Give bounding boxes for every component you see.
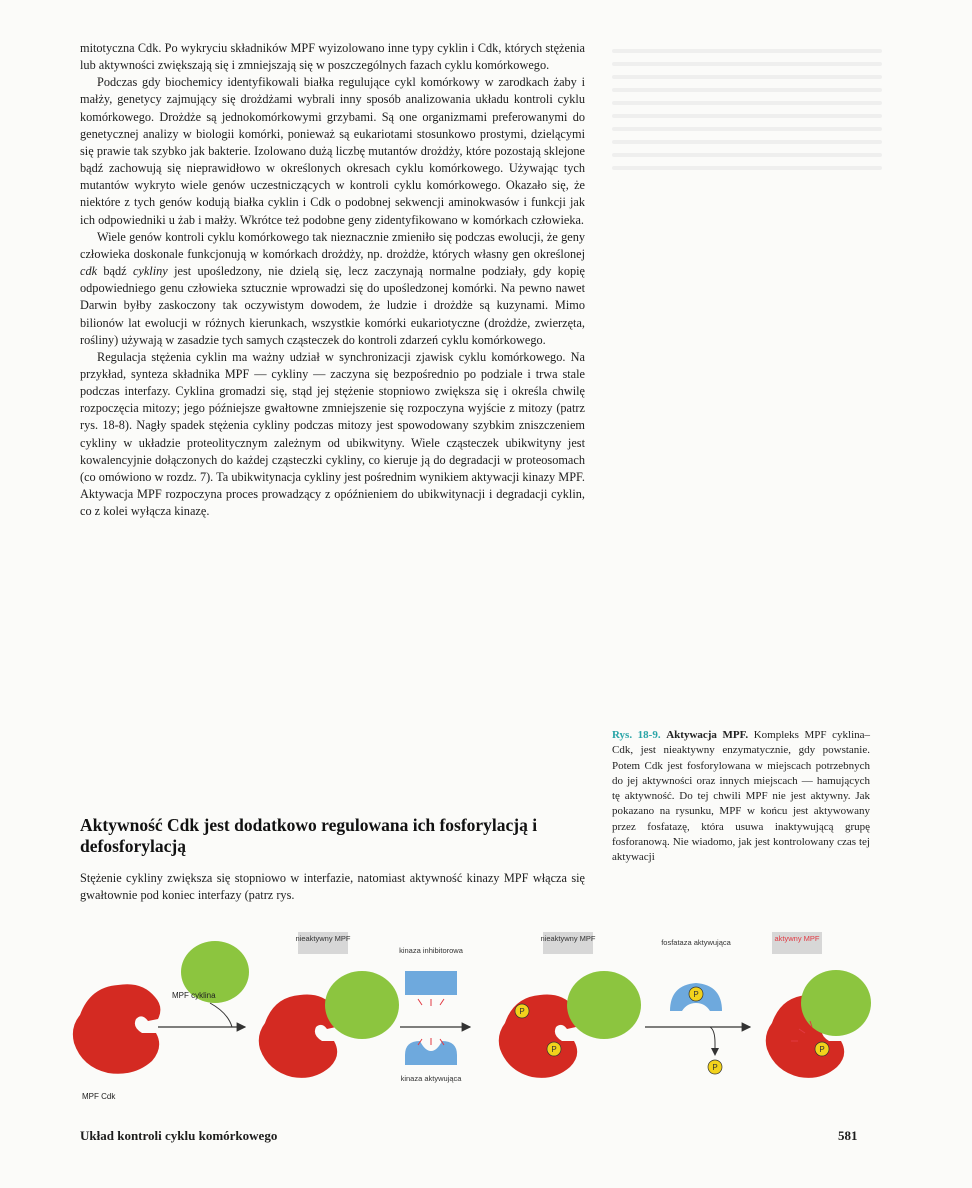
paragraph-2: Podczas gdy biochemicy identyfikowali białka regulujące cykl komórkowy w zarodkach żaby i małży, genetycy zajmujący się drożdżami wybrali inny sposób analizowania układu kontroli cyklu komórkowego. Drożdże są jednokomórkowymi grzybami. Są one organizmami preferowanymi do genetycznej analizy w biologii komórki, ponieważ są eukariotami stosunkowo prostymi, dzielącymi się prawie tak szybko jak bakterie. Izolowano dużą liczbę mutantów drożdży, które pozostają sklejone bądź zachowują się nieprawidłowo w określonych okresach cyklu komórkowego. Używając tych mutantów wykryto wiele genów uczestniczących w kontroli cyklu komórkowego. Okazało się, że niektóre z tych genów kodują białka cyklin i Cdk o podobnej sekwencji aminokwasów i funkcji jak ich odpowiedniki u żab i małży. Wkrótce też podobne geny zidentyfikowano w komórkach człowieka. [80,75,585,227]
label-mpf-cyclin: MPF cyklina [172,991,216,1000]
label-active: aktywny MPF [774,934,820,943]
cdk-shape [73,984,161,1074]
cyclin-pointer [210,1003,232,1027]
caption-number: Rys. 18-9. [612,729,661,741]
paragraph-1: mitotyczna Cdk. Po wykryciu składników MPF wyizolowano inne typy cyklin i Cdk, których stężenia lub aktywności zwiększają się i zmniejszają się w poszczególnych fazach cyklu komórkowego. [80,41,585,73]
footer-title: Układ kontroli cyklu komórkowego [80,1128,278,1143]
label-inhibitory-kinase: kinaza inhibitorowa [399,946,463,955]
gene-cykliny: cykliny [132,264,168,279]
phosphate-label-4: P [712,1063,718,1072]
phosphate-label-3: P [693,990,699,999]
inhibitory-kinase [405,971,457,995]
paragraph-3 [80,229,585,349]
label-activating-kinase: kinaza aktywująca [400,1074,462,1083]
label-mpf-cdk: MPF Cdk [82,1092,116,1101]
label-inactive-1: nieaktywny MPF [295,934,351,943]
paragraph-5: Stężenie cykliny zwiększa się stopniowo w interfazie, natomiast aktywność kinazy MPF włącza się gwałtownie pod koniec interfazy (patrz rys. [80,871,585,903]
label-phosphatase: fosfataza aktywująca [661,938,731,947]
main-text-column [80,40,585,520]
phosphate-label-5: P [819,1045,825,1054]
paragraph-3-part-a: Wiele genów kontroli cyklu komórkowego tak nieznacznie zmieniło się podczas ewolucji, że geny człowieka doskonale funkcjonują w komórkach drożdży, np. drożdże, których własny gen określonej [80,229,585,261]
caption-text: Kompleks MPF cyklina–Cdk, jest nieaktywny enzymatycznie, gdy powstanie. Potem Cdk jest fosforylowana w miejscach potrzebnych do jej aktywności oraz innych miejscach — hamujących tę aktywność. Do tej chwili MPF nie jest aktywny. Jak pokazano na rysunku, MPF w końcu jest aktywowany przez fosfatazę, która usuwa inaktywującą grupę fosforanową. Nie wiadomo, jak jest kontrolowany czas tej aktywacji [612,729,871,864]
inhibitory-kinase-rays [418,999,444,1006]
phosphate-label-1: P [519,1007,525,1016]
label-inactive-2: nieaktywny MPF [540,934,596,943]
cdk-shape-stage-3 [499,995,579,1078]
cyclin-shape-stage-3 [567,971,641,1039]
paragraph-4: Regulacja stężenia cyklin ma ważny udział w synchronizacji zjawisk cyklu komórkowego. Na przykład, synteza składnika MPF — cykliny — zaczyna się bezpośrednio po podziale i trwa stale podczas interfazy. Cyklina gromadzi się, stąd jej stężenie stopniowo zwiększa się i określa chwilę rozpoczęcia mitozy; jego późniejsze gwałtowne zmniejszenie się rozpoczyna wyjście z mitozy (patrz rys. 18-8). Nagły spadek stężenia cykliny podczas mitozy jest spowodowany szybkim zniszczeniem cykliny w układzie proteolitycznym zależnym od ubikwityny. Wiele cząsteczek ubikwityny jest kowalencyjnie dołączonych do każdej cząsteczki cykliny, co kieruje ją do degradacji w proteosomach (co omówiono w rozdz. 7). Ta ubikwitynacja cykliny jest pośrednim wynikiem aktywacji kinazy MPF. Aktywacja MPF rozpoczyna proces prowadzący z opóźnieniem do ubikwitynacji i degradacji cyklin, co z kolei wyłącza kinazę. [80,349,585,519]
faded-column-background [612,40,882,700]
phosphate-label-2: P [551,1045,557,1054]
section-heading: Aktywność Cdk jest dodatkowo regulowana ich fosforylacją i defosforylacją [80,815,538,856]
page-number: 581 [838,1128,858,1143]
cyclin-shape-stage-2 [325,971,399,1039]
paragraph-3-part-b: bądź [97,264,133,279]
paragraph-3-part-c: jest upośledzony, nie dzielą się, lecz zaczynają normalne podziały, gdy kopię odpowiedniego genu człowieka sztucznie wprowadzi się do upośledzonej komórki. Na pewno nawet Darwin byłby zaskoczony tak oczywistym dowodem, że ludzie i drożdże są kuzynami. Mimo bilionów lat ewolucji w różnych kierunkach, wszystkie komórki eukariotyczne (drożdże, zwierzęta, rośliny) używają w zasadzie tych samych cząsteczek do kontroli zdarzeń cyklu komórkowego. [80,264,585,347]
activating-kinase-rays [418,1038,444,1045]
gene-cdk: cdk [80,264,98,279]
mpf-activation-diagram [60,915,880,1115]
caption-title: Aktywacja MPF. [666,729,749,741]
released-phosphate-arrow [710,1027,715,1055]
figure-caption [612,728,870,866]
